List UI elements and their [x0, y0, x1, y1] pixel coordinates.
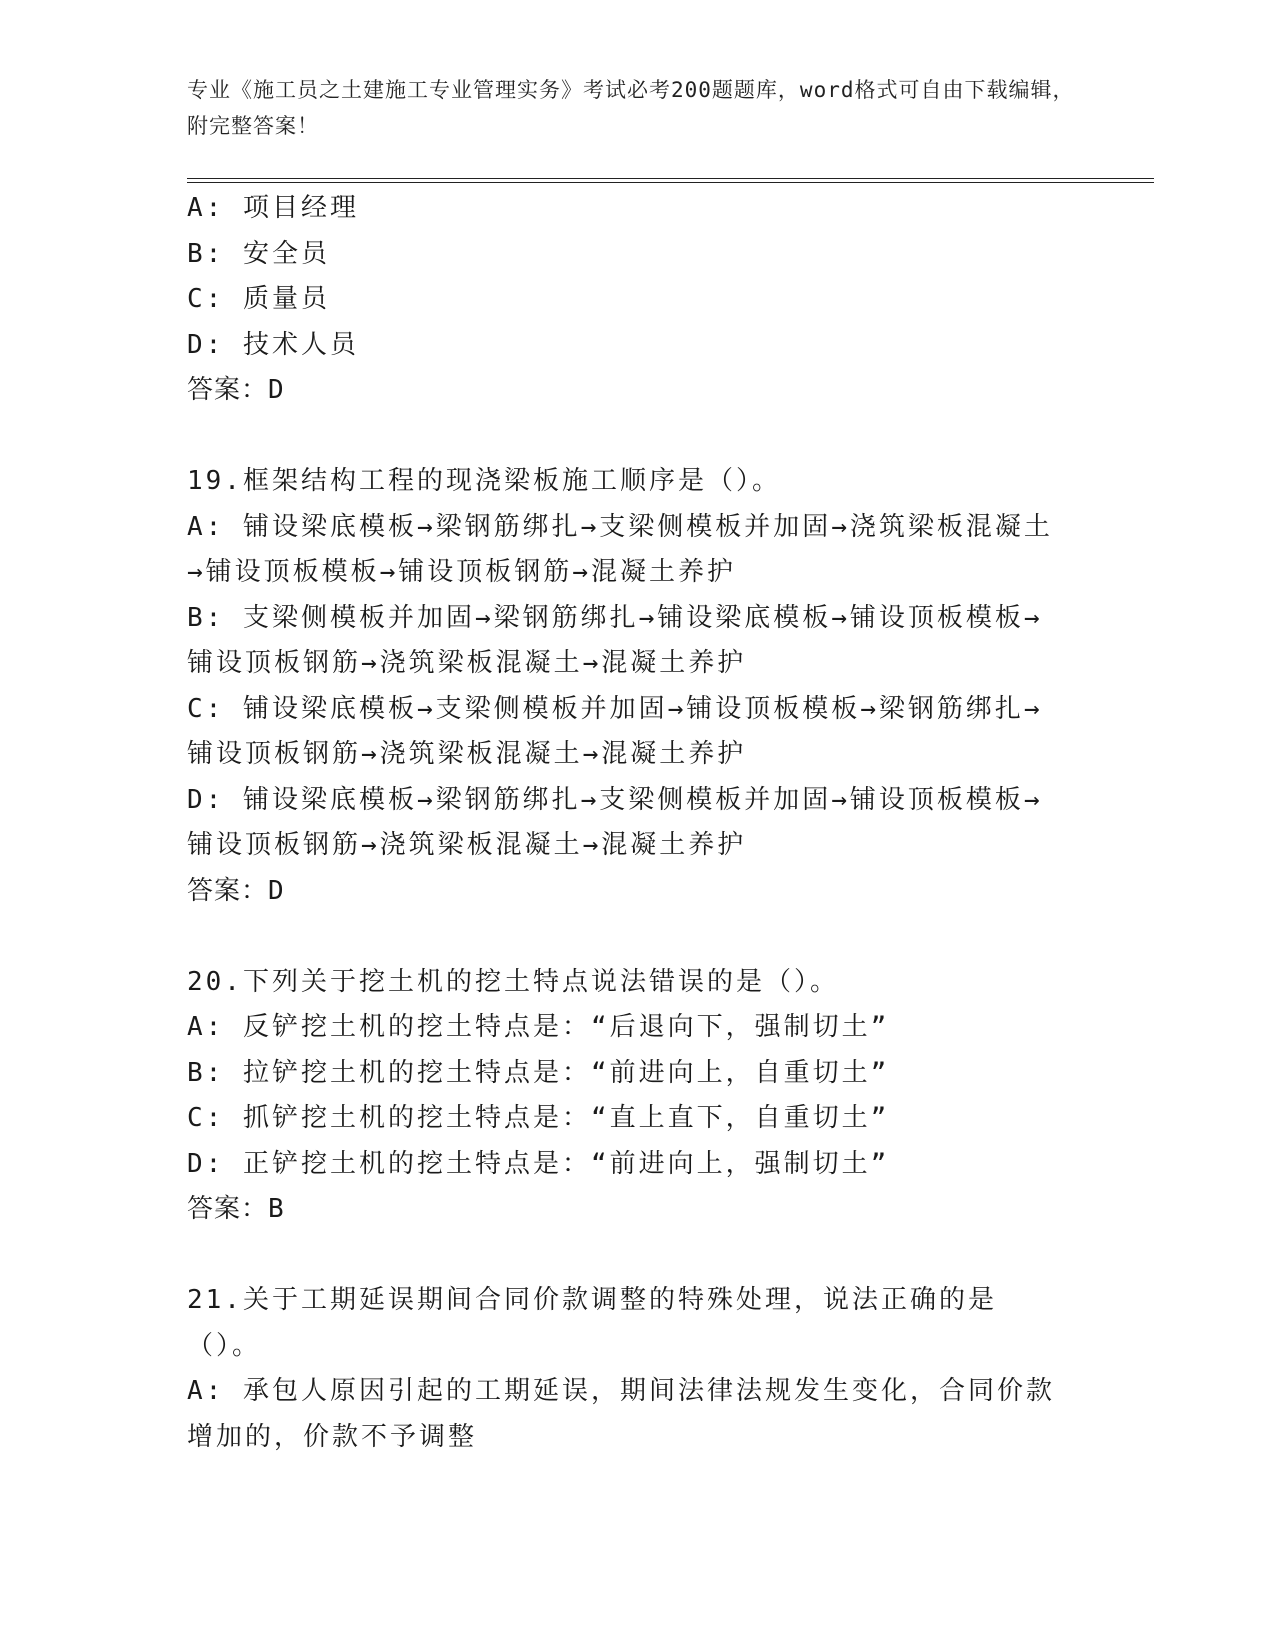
option-d: D: 铺设梁底模板→梁钢筋绑扎→支梁侧模板并加固→铺设顶板模板→铺设顶板钢筋→浇筑梁板混凝土→混凝土养护 — [187, 784, 1043, 860]
document-header — [187, 72, 1087, 144]
prev-question — [187, 186, 1067, 414]
answer-line: 答案：D — [187, 875, 285, 906]
header-rule-bottom — [187, 182, 1154, 183]
spacer — [187, 914, 1067, 960]
option-d: D: 正铲挖土机的挖土特点是：“前进向上，强制切土” — [187, 1148, 890, 1179]
option-a: A: 承包人原因引起的工期延误，期间法律法规发生变化，合同价款增加的，价款不予调整 — [187, 1376, 1055, 1452]
option-d: D: 技术人员 — [187, 329, 359, 360]
option-b: B: 拉铲挖土机的挖土特点是：“前进向上，自重切土” — [187, 1057, 890, 1088]
option-a: A: 反铲挖土机的挖土特点是：“后退向下，强制切土” — [187, 1012, 890, 1042]
question-stem: 19.框架结构工程的现浇梁板施工顺序是（）。 — [187, 466, 781, 496]
question-stem: 20.下列关于挖土机的挖土特点说法错误的是（）。 — [187, 966, 839, 997]
option-a: A: 项目经理 — [187, 193, 359, 223]
option-c: C: 铺设梁底模板→支梁侧模板并加固→铺设顶板模板→梁钢筋绑扎→铺设顶板钢筋→浇筑梁板混凝土→混凝土养护 — [187, 693, 1043, 769]
question-19 — [187, 459, 1067, 914]
option-b: B: 支梁侧模板并加固→梁钢筋绑扎→铺设梁底模板→铺设顶板模板→铺设顶板钢筋→浇筑梁板混凝土→混凝土养护 — [187, 602, 1043, 678]
spacer — [187, 1233, 1067, 1279]
header-text: 专业《施工员之土建施工专业管理实务》考试必考200题题库，word格式可自由下载编辑，附完整答案！ — [187, 78, 1075, 138]
question-content — [187, 186, 1067, 1460]
spacer — [187, 414, 1067, 460]
question-21 — [187, 1278, 1067, 1460]
answer-line: 答案：B — [187, 1194, 285, 1224]
option-a: A: 铺设梁底模板→梁钢筋绑扎→支梁侧模板并加固→浇筑梁板混凝土→铺设顶板模板→铺设顶板钢筋→混凝土养护 — [187, 511, 1053, 587]
option-c: C: 抓铲挖土机的挖土特点是：“直上直下，自重切土” — [187, 1103, 890, 1133]
question-stem: 21.关于工期延误期间合同价款调整的特殊处理，说法正确的是（）。 — [187, 1285, 997, 1361]
question-20 — [187, 960, 1067, 1233]
header-rule-top — [187, 178, 1154, 179]
option-b: B: 安全员 — [187, 238, 330, 269]
answer-line: 答案：D — [187, 375, 285, 405]
option-c: C: 质量员 — [187, 284, 330, 314]
